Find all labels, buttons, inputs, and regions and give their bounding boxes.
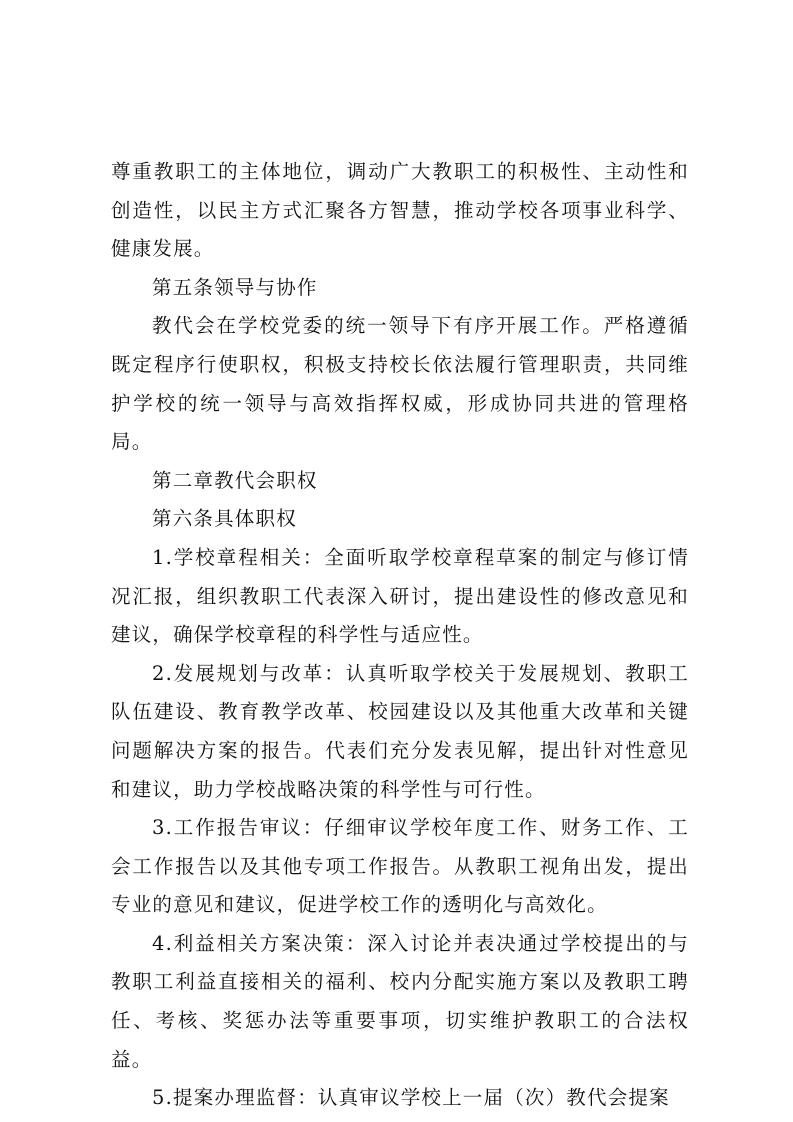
list-item-3: 3.工作报告审议：仔细审议学校年度工作、财务工作、工会工作报告以及其他专项工作报告。从教职工视角出发，提出专业的意见和建议，促进学校工作的透明化与高效化。 xyxy=(111,816,689,917)
paragraph-continuation: 尊重教职工的主体地位，调动广大教职工的积极性、主动性和创造性，以民主方式汇聚各方智慧，推动学校各项事业科学、健康发展。 xyxy=(111,160,689,261)
article-6-heading: 第六条具体职权 xyxy=(152,507,297,531)
article-5-body: 教代会在学校党委的统一领导下有序开展工作。严格遵循既定程序行使职权，积极支持校长依法履行管理职责，共同维护学校的统一领导与高效指挥权威，形成协同共进的管理格局。 xyxy=(111,314,689,454)
list-item-1: 1.学校章程相关：全面听取学校章程草案的制定与修订情况汇报，组织教职工代表深入研讨，提出建设性的修改意见和建议，确保学校章程的科学性与适应性。 xyxy=(111,545,689,647)
list-item-4: 4.利益相关方案决策：深入讨论并表决通过学校提出的与教职工利益直接相关的福利、校内分配实施方案以及教职工聘任、考核、奖惩办法等重要事项，切实维护教职工的合法权益。 xyxy=(111,931,689,1071)
list-item-2: 2.发展规划与改革：认真听取学校关于发展规划、教职工队伍建设、教育教学改革、校园建设以及其他重大改革和关键问题解决方案的报告。代表们充分发表见解，提出针对性意见和建议，助力学校战略决策的科学性与可行性。 xyxy=(111,661,689,801)
list-item-5: 5.提案办理监督：认真审议学校上一届（次）教代会提案 xyxy=(152,1086,670,1110)
article-5-heading: 第五条领导与协作 xyxy=(152,275,318,299)
document-body xyxy=(111,153,689,1118)
chapter-2-heading: 第二章教代会职权 xyxy=(152,468,318,492)
